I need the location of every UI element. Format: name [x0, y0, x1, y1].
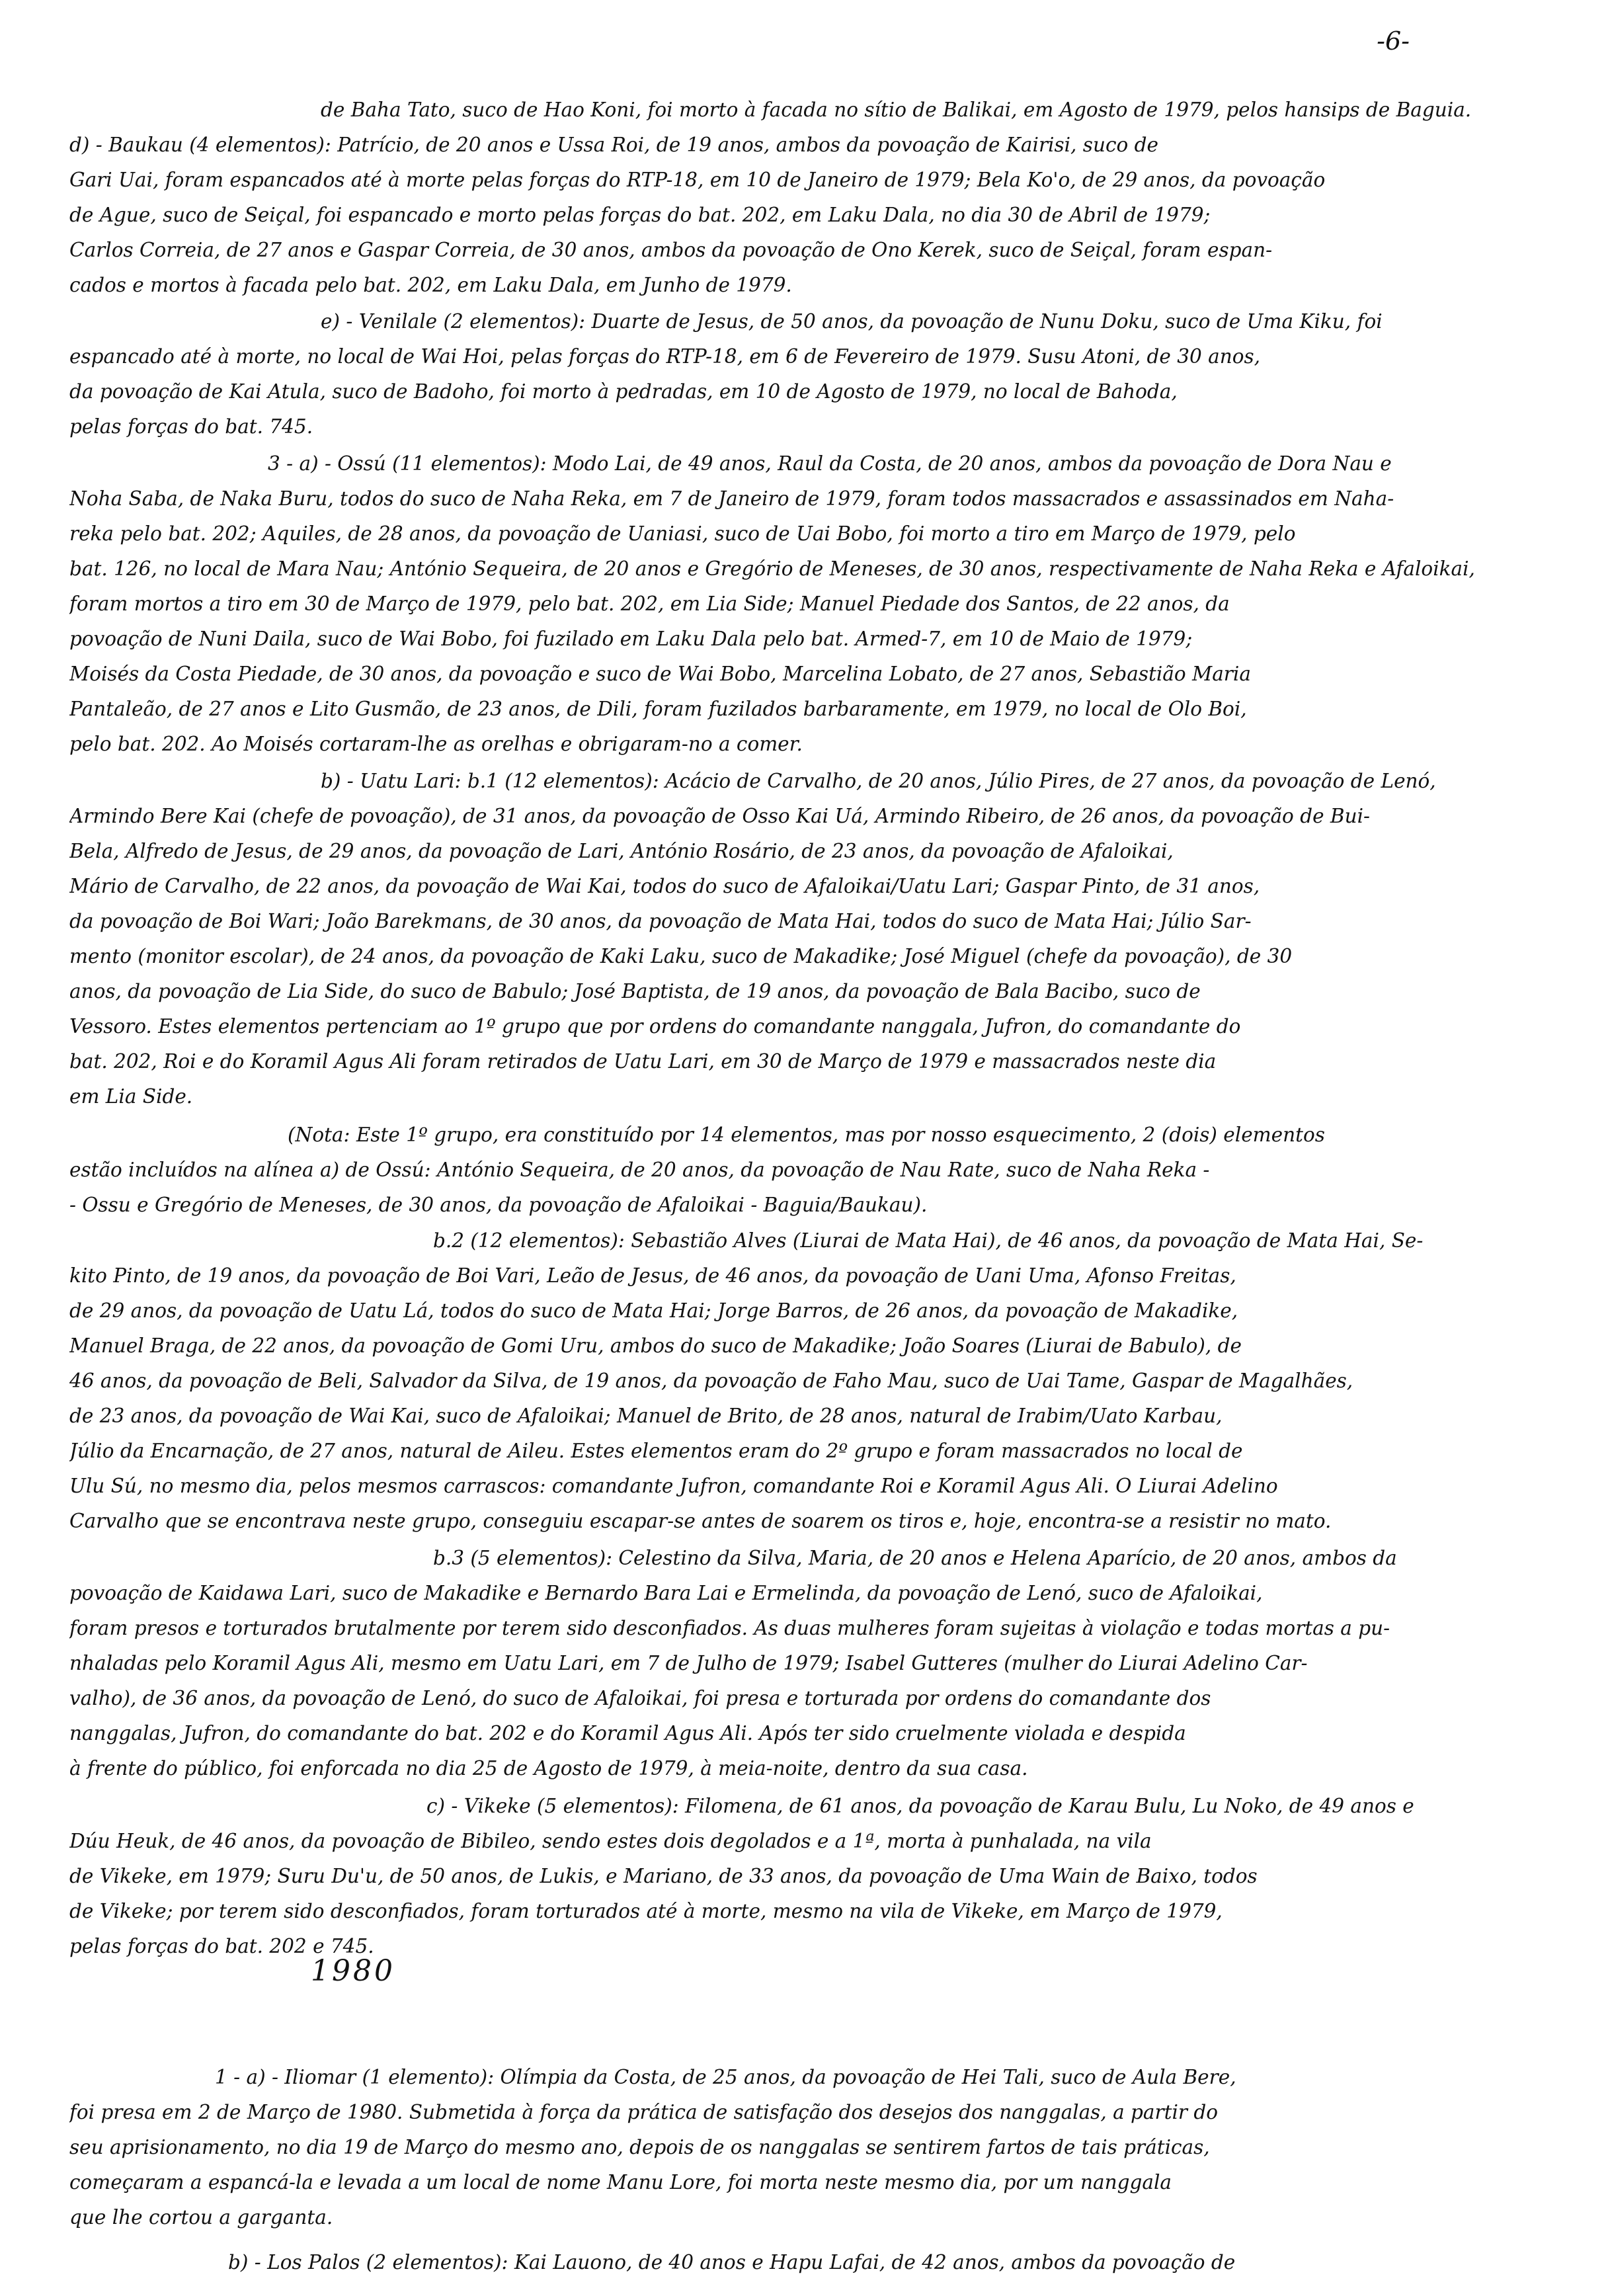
year-heading: 1980 [311, 1954, 395, 1988]
text-line: 46 anos, da povoação de Beli, Salvador da Silva, de 19 anos, da povoação de Faho Mau, suco de Uai Tame, Gaspar de Magalhães, [69, 1370, 1353, 1392]
text-line: b) - Los Palos (2 elementos): Kai Lauono, de 40 anos e Hapu Lafai, de 42 anos, ambos da povoação de [228, 2251, 1236, 2274]
text-line: Armindo Bere Kai (chefe de povoação), de 31 anos, da povoação de Osso Kai Uá, Armindo Ribeiro, de 26 anos, da povoação de Bui- [69, 805, 1370, 827]
paragraph-baukau [69, 93, 1498, 303]
text-line: d) - Baukau (4 elementos): Patrício, de 20 anos e Ussa Roi, de 19 anos, ambos da povoação de Kairisi, suco de [69, 134, 1158, 156]
paragraph-vikeke [69, 1789, 1498, 1964]
text-line: bat. 126, no local de Mara Nau; António Sequeira, de 20 anos e Gregório de Meneses, de 30 anos, respectivamente de Naha Reka e Afaloikai, [69, 557, 1475, 580]
text-line: e) - Venilale (2 elementos): Duarte de Jesus, de 50 anos, da povoação de Nunu Doku, suco de Uma Kiku, foi [321, 310, 1383, 333]
text-line: c) - Vikeke (5 elementos): Filomena, de 61 anos, da povoação de Karau Bulu, Lu Noko, de 49 anos e [426, 1795, 1414, 1817]
text-line: povoação de Nuni Daila, suco de Wai Bobo, foi fuzilado em Laku Dala pelo bat. Armed-7, em 10 de Maio de 1979; [69, 628, 1193, 650]
text-line: pelas forças do bat. 202 e 745. [69, 1935, 374, 1957]
text-line: cados e mortos à facada pelo bat. 202, em Laku Dala, em Junho de 1979. [69, 274, 792, 296]
paragraph-note [69, 1118, 1498, 1223]
paragraph-iliomar [69, 2060, 1498, 2235]
text-line: espancado até à morte, no local de Wai Hoi, pelas forças do RTP-18, em 6 de Fevereiro de 1979. Susu Atoni, de 30 anos, [69, 345, 1261, 368]
text-line: Gari Uai, foram espancados até à morte pelas forças do RTP-18, em 10 de Janeiro de 1979; Bela Ko'o, de 29 anos, da povoação [69, 169, 1326, 191]
text-line: anos, da povoação de Lia Side, do suco de Babulo; José Baptista, de 19 anos, da povoação de Bala Bacibo, suco de [69, 980, 1201, 1003]
paragraph-venilale [69, 304, 1498, 444]
text-line: Júlio da Encarnação, de 27 anos, natural de Aileu. Estes elementos eram do 2º grupo e foram massacrados no local de [69, 1440, 1243, 1462]
text-line: da povoação de Kai Atula, suco de Badoho, foi morto à pedradas, em 10 de Agosto de 1979, no local de Bahoda, [69, 380, 1178, 403]
text-line: 3 - a) - Ossú (11 elementos): Modo Lai, de 49 anos, Raul da Costa, de 20 anos, ambos da povoação de Dora Nau e [268, 452, 1392, 475]
paragraph-uatu-lari-b2 [69, 1223, 1498, 1539]
text-line: que lhe cortou a garganta. [69, 2206, 333, 2229]
text-line: foram presos e torturados brutalmente por terem sido desconfiados. As duas mulheres foram sujeitas à violação e todas mortas a pu- [69, 1617, 1390, 1639]
paragraph-ossu [69, 446, 1498, 762]
text-line: Manuel Braga, de 22 anos, da povoação de Gomi Uru, ambos do suco de Makadike; João Soares (Liurai de Babulo), de [69, 1334, 1242, 1357]
text-line: Bela, Alfredo de Jesus, de 29 anos, da povoação de Lari, António Rosário, de 23 anos, da povoação de Afaloikai, [69, 840, 1174, 862]
text-line: à frente do público, foi enforcada no dia 25 de Agosto de 1979, à meia-noite, dentro da sua casa. [69, 1757, 1028, 1780]
text-line: de Ague, suco de Seiçal, foi espancado e morto pelas forças do bat. 202, em Laku Dala, no dia 30 de Abril de 1979; [69, 204, 1211, 226]
text-line: b.2 (12 elementos): Sebastião Alves (Liurai de Mata Hai), de 46 anos, da povoação de Mata Hai, Se- [433, 1229, 1424, 1252]
text-line: reka pelo bat. 202; Aquiles, de 28 anos, da povoação de Uaniasi, suco de Uai Bobo, foi morto a tiro em Março de 1979, pelo [69, 522, 1296, 545]
text-line: em Lia Side. [69, 1085, 193, 1108]
text-line: foi presa em 2 de Março de 1980. Submetida à força da prática de satisfação dos desejos dos nanggalas, a partir do [69, 2101, 1219, 2123]
text-line: pelo bat. 202. Ao Moisés cortaram-lhe as orelhas e obrigaram-no a comer. [69, 733, 803, 755]
paragraph-uatu-lari-b1 [69, 764, 1498, 1114]
text-line: Vessoro. Estes elementos pertenciam ao 1º grupo que por ordens do comandante nanggala, Jufron, do comandante do [69, 1015, 1241, 1038]
text-line: bat. 202, Roi e do Koramil Agus Ali foram retirados de Uatu Lari, em 30 de Março de 1979 e massacrados neste dia [69, 1050, 1217, 1073]
text-line: Pantaleão, de 27 anos e Lito Gusmão, de 23 anos, de Dili, foram fuzilados barbaramente, em 1979, no local de Olo Boi, [69, 698, 1247, 720]
text-line: 1 - a) - Iliomar (1 elemento): Olímpia da Costa, de 25 anos, da povoação de Hei Tali, suco de Aula Bere, [215, 2066, 1236, 2088]
text-line: foram mortos a tiro em 30 de Março de 1979, pelo bat. 202, em Lia Side; Manuel Piedade dos Santos, de 22 anos, da [69, 593, 1230, 615]
text-line: começaram a espancá-la e levada a um local de nome Manu Lore, foi morta neste mesmo dia, por um nanggala [69, 2171, 1172, 2194]
text-line: seu aprisionamento, no dia 19 de Março do mesmo ano, depois de os nanggalas se sentirem fartos de tais práticas, [69, 2136, 1210, 2158]
text-line: de Vikeke; por terem sido desconfiados, foram torturados até à morte, mesmo na vila de Vikeke, em Março de 1979, [69, 1900, 1223, 1922]
paragraph-uatu-lari-b3 [69, 1541, 1498, 1786]
paragraph-los-palos [69, 2245, 1498, 2280]
text-line: de Vikeke, em 1979; Suru Du'u, de 50 anos, de Lukis, e Mariano, de 33 anos, da povoação de Uma Wain de Baixo, todos [69, 1865, 1258, 1887]
text-line: da povoação de Boi Wari; João Barekmans, de 30 anos, da povoação de Mata Hai, todos do suco de Mata Hai; Júlio Sar- [69, 910, 1252, 932]
text-line: Dúu Heuk, de 46 anos, da povoação de Bibileo, sendo estes dois degolados e a 1ª, morta à punhalada, na vila [69, 1830, 1152, 1852]
text-line: estão incluídos na alínea a) de Ossú: António Sequeira, de 20 anos, da povoação de Nau Rate, suco de Naha Reka - [69, 1159, 1210, 1181]
text-line: povoação de Kaidawa Lari, suco de Makadike e Bernardo Bara Lai e Ermelinda, da povoação de Lenó, suco de Afaloikai, [69, 1582, 1263, 1604]
text-line: valho), de 36 anos, da povoação de Lenó, do suco de Afaloikai, foi presa e torturada por ordens do comandante dos [69, 1687, 1211, 1709]
text-line: b) - Uatu Lari: b.1 (12 elementos): Acácio de Carvalho, de 20 anos, Júlio Pires, de 27 anos, da povoação de Lenó, [321, 770, 1436, 792]
text-line: Carvalho que se encontrava neste grupo, conseguiu escapar-se antes de soarem os tiros e, hoje, encontra-se a resistir no mato. [69, 1510, 1332, 1532]
text-line: kito Pinto, de 19 anos, da povoação de Boi Vari, Leão de Jesus, de 46 anos, da povoação de Uani Uma, Afonso Freitas, [69, 1264, 1236, 1287]
text-line: b.3 (5 elementos): Celestino da Silva, Maria, de 20 anos e Helena Aparício, de 20 anos, ambos da [433, 1547, 1397, 1569]
text-line: Mário de Carvalho, de 22 anos, da povoação de Wai Kai, todos do suco de Afaloikai/Uatu Lari; Gaspar Pinto, de 31 anos, [69, 875, 1260, 897]
text-line: mento (monitor escolar), de 24 anos, da povoação de Kaki Laku, suco de Makadike; José Miguel (chefe da povoação), de 30 [69, 945, 1293, 967]
text-line: de 29 anos, da povoação de Uatu Lá, todos do suco de Mata Hai; Jorge Barros, de 26 anos, da povoação de Makadike, [69, 1299, 1238, 1322]
text-line: Noha Saba, de Naka Buru, todos do suco de Naha Reka, em 7 de Janeiro de 1979, foram todos massacrados e assassinados em Naha- [69, 487, 1394, 510]
text-line: (Nota: Este 1º grupo, era constituído por 14 elementos, mas por nosso esquecimento, 2 (dois) elementos [288, 1124, 1325, 1146]
text-line: nhaladas pelo Koramil Agus Ali, mesmo em Uatu Lari, em 7 de Julho de 1979; Isabel Gutteres (mulher do Liurai Adelino Car- [69, 1652, 1308, 1674]
text-line: - Ossu e Gregório de Meneses, de 30 anos, da povoação de Afaloikai - Baguia/Baukau). [69, 1194, 928, 1216]
text-line: nanggalas, Jufron, do comandante do bat. 202 e do Koramil Agus Ali. Após ter sido cruelmente violada e despida [69, 1722, 1186, 1744]
text-line: de Baha Tato, suco de Hao Koni, foi morto à facada no sítio de Balikai, em Agosto de 1979, pelos hansips de Baguia. [321, 99, 1472, 121]
text-line: Moisés da Costa Piedade, de 30 anos, da povoação e suco de Wai Bobo, Marcelina Lobato, de 27 anos, Sebastião Maria [69, 663, 1251, 685]
text-line: Carlos Correia, de 27 anos e Gaspar Correia, de 30 anos, ambos da povoação de Ono Kerek, suco de Seiçal, foram espan- [69, 239, 1273, 261]
text-line: pelas forças do bat. 745. [69, 415, 313, 438]
page-number: -6- [1377, 26, 1410, 56]
text-line: Ulu Sú, no mesmo dia, pelos mesmos carrascos: comandante Jufron, comandante Roi e Koramil Agus Ali. O Liurai Adelino [69, 1475, 1278, 1497]
text-line: de 23 anos, da povoação de Wai Kai, suco de Afaloikai; Manuel de Brito, de 28 anos, natural de Irabim/Uato Karbau, [69, 1405, 1223, 1427]
